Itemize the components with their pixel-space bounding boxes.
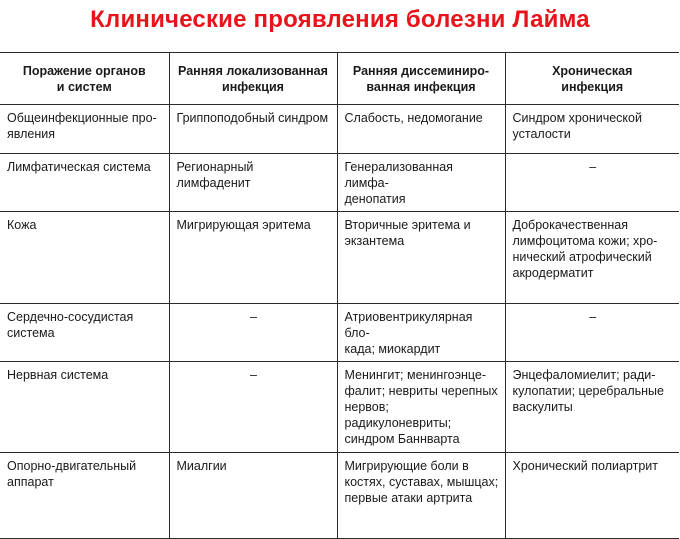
table-cell: Гриппоподобный синдром xyxy=(169,105,337,154)
header-chronic: Хроническая инфекция xyxy=(505,53,679,105)
table-cell: – xyxy=(169,304,337,362)
table-cell: Слабость, недомогание xyxy=(337,105,505,154)
table-cell: – xyxy=(169,362,337,453)
table-row xyxy=(0,304,679,362)
page-title: Клинические проявления болезни Лайма xyxy=(90,6,590,33)
table-cell: Хронический полиартрит xyxy=(505,453,679,539)
table-cell: Регионарный лимфаденит xyxy=(169,154,337,212)
lyme-disease-table xyxy=(0,52,679,539)
header-early-localized: Ранняя локализованная инфекция xyxy=(169,53,337,105)
table-cell: Вторичные эритема и экзантема xyxy=(337,212,505,304)
table-row xyxy=(0,154,679,212)
table-cell: Атриовентрикулярная бло- када; миокардит xyxy=(337,304,505,362)
table-cell: Кожа xyxy=(0,212,169,304)
table-cell: Мигрирующие боли в костях, суставах, мышцах; первые атаки артрита xyxy=(337,453,505,539)
table-header-row xyxy=(0,53,679,105)
table-cell: Нервная система xyxy=(0,362,169,453)
table-cell: Опорно-двигательный аппарат xyxy=(0,453,169,539)
table-row xyxy=(0,362,679,453)
table-cell: Общеинфекционные про- явления xyxy=(0,105,169,154)
table-row xyxy=(0,212,679,304)
table-cell: Миалгии xyxy=(169,453,337,539)
table-cell: – xyxy=(505,304,679,362)
table-cell: Сердечно-сосудистая система xyxy=(0,304,169,362)
table-row xyxy=(0,453,679,539)
table-cell: Генерализованная лимфа- денопатия xyxy=(337,154,505,212)
table-cell: Энцефаломиелит; ради- кулопатии; церебральные васкулиты xyxy=(505,362,679,453)
table-cell: Менингит; менингоэнце- фалит; невриты черепных нервов; радикулоневриты; синдром Баннварта xyxy=(337,362,505,453)
table-cell: Мигрирующая эритема xyxy=(169,212,337,304)
header-early-disseminated: Ранняя диссеминиро- ванная инфекция xyxy=(337,53,505,105)
table-cell: Доброкачественная лимфоцитома кожи; хро- нический атрофический акродерматит xyxy=(505,212,679,304)
table-cell: Синдром хронической усталости xyxy=(505,105,679,154)
table-cell: – xyxy=(505,154,679,212)
header-organ-systems: Поражение органов и систем xyxy=(0,53,169,105)
table-cell: Лимфатическая система xyxy=(0,154,169,212)
table-row xyxy=(0,105,679,154)
